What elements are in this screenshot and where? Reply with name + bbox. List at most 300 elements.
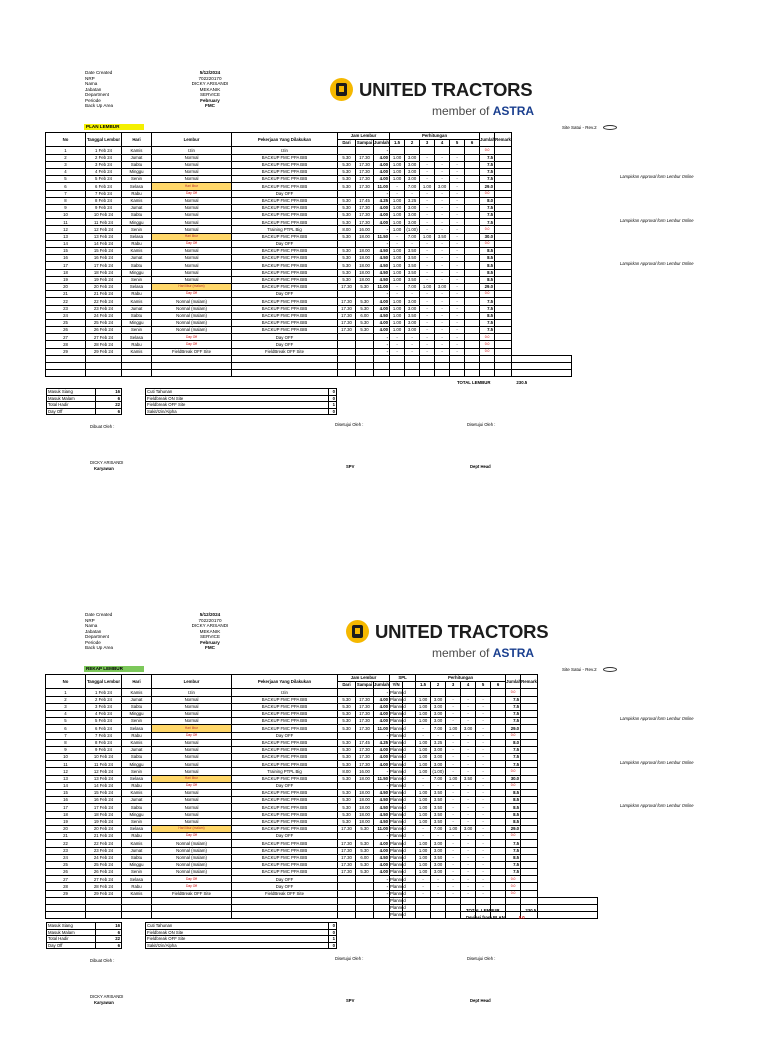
cell-tanggal: 3 Feb 24 <box>86 161 122 168</box>
deviation <box>466 915 525 920</box>
cell-total: 0.0 <box>506 833 521 840</box>
cell-perhitungan: - <box>450 255 465 262</box>
cell-hari: Selasa <box>122 233 152 240</box>
cell-lembur: Normal <box>152 710 232 717</box>
total-lembur <box>466 908 536 913</box>
cell-perhitungan: - <box>461 718 476 725</box>
cell-perhitungan: - <box>416 890 431 897</box>
cell-hari: Rabu <box>122 883 152 890</box>
cell-jumlah: 4.00 <box>374 703 390 710</box>
cell-dari: 17.30 <box>338 847 356 854</box>
cell-lembur: Normal <box>152 276 232 283</box>
table-row <box>46 341 572 348</box>
cell-remark-blank <box>495 327 512 334</box>
cell-perhitungan: 3.50 <box>405 276 420 283</box>
cell-jumlah: - <box>374 147 390 154</box>
cell-pekerjaan: BACKUP FMC PPA BIB <box>232 775 338 782</box>
cell-no: 24 <box>46 312 86 319</box>
cell-no: 20 <box>46 283 86 290</box>
cell-pekerjaan: BACKUP FMC PPA BIB <box>232 804 338 811</box>
cell-remark-blank <box>495 291 512 298</box>
cell-dari <box>338 291 356 298</box>
cell-perhitungan: - <box>446 739 461 746</box>
cell-perhitungan <box>465 154 480 161</box>
role-karyawan: Karyawan <box>94 1000 114 1005</box>
cell-lembur: Hari libur <box>152 183 232 190</box>
cell-perhitungan <box>491 883 506 890</box>
cell-perhitungan <box>465 248 480 255</box>
cell-lembur: Normal <box>152 154 232 161</box>
cell-no: 26 <box>46 327 86 334</box>
cell-perhitungan: 7.00 <box>405 183 420 190</box>
cell-sampai: 5.30 <box>356 861 374 868</box>
cell-perhitungan: 3.00 <box>435 283 450 290</box>
cell-jumlah: 4.50 <box>374 248 390 255</box>
cell-perhitungan: 3.50 <box>405 312 420 319</box>
cell-jumlah: - <box>374 876 390 883</box>
cell-tanggal: 10 Feb 24 <box>86 754 122 761</box>
cell-pekerjaan: BACKUP FMC PPA BIB <box>232 840 338 847</box>
cell-perhitungan: - <box>446 883 461 890</box>
cell-perhitungan <box>465 233 480 240</box>
cell-total: 7.5 <box>480 204 495 211</box>
cell-dari: 5.30 <box>338 161 356 168</box>
cell-dari: 5.30 <box>338 248 356 255</box>
cell-dari: 5.30 <box>338 233 356 240</box>
cell-perhitungan: - <box>461 847 476 854</box>
cell-perhitungan: - <box>435 327 450 334</box>
cell-jumlah: 4.50 <box>374 276 390 283</box>
deviation-label: Deviasi from PLAN <box>466 915 505 920</box>
cell-perhitungan: - <box>476 818 491 825</box>
sheet-rekap <box>0 612 768 1052</box>
cell-hari: Jumat <box>122 797 152 804</box>
cell-perhitungan: - <box>446 718 461 725</box>
cell-perhitungan: - <box>461 876 476 883</box>
cell-hari: Senin <box>122 176 152 183</box>
cell-remark-blank <box>521 861 538 868</box>
cell-lembur: Normal <box>152 197 232 204</box>
table-row <box>46 854 598 861</box>
col-perhitungan-5: 5 <box>476 682 491 689</box>
cell-perhitungan: (1.00) <box>432 768 444 774</box>
cell-jumlah: 4.00 <box>374 869 390 876</box>
cell-hari: Rabu <box>122 341 152 348</box>
cell-perhitungan: - <box>420 168 435 175</box>
cell-jumlah: 4.00 <box>374 718 390 725</box>
disetujui-oleh-head: Disetujui Oleh : <box>467 956 496 961</box>
cell-tanggal: 20 Feb 24 <box>86 825 122 832</box>
cell-dari <box>338 876 356 883</box>
cell-perhitungan: - <box>420 348 435 355</box>
cell-perhitungan: 1.00 <box>446 725 461 732</box>
cell-spl: Planned <box>390 790 406 796</box>
col-dari: Dari <box>338 682 356 689</box>
cell-tanggal: 3 Feb 24 <box>86 703 122 710</box>
cell-sampai: 17.30 <box>356 154 374 161</box>
cell-total: 0.0 <box>480 147 495 154</box>
cell-perhitungan: - <box>420 334 435 341</box>
member-of-astra <box>432 646 534 660</box>
cell-perhitungan: - <box>461 869 476 876</box>
cell-sampai <box>356 732 374 739</box>
cell-total: 0.0 <box>506 782 521 789</box>
table-row-empty <box>46 897 598 904</box>
ut-logo-icon <box>330 78 353 101</box>
cell-tanggal: 21 Feb 24 <box>86 833 122 840</box>
cell-total: 7.5 <box>480 298 495 305</box>
cell-perhitungan: - <box>435 154 450 161</box>
cell-perhitungan: 1.00 <box>416 811 431 818</box>
cell-total: 8.0 <box>506 739 521 746</box>
cell-tanggal: 20 Feb 24 <box>86 283 122 290</box>
cell-perhitungan: 3.00 <box>431 696 446 703</box>
cell-total: 0.0 <box>480 334 495 341</box>
cell-perhitungan: 3.50 <box>405 255 420 262</box>
table-row <box>46 797 598 804</box>
cell-total: 8.5 <box>480 276 495 283</box>
cell-pekerjaan: BACKUP FMC PPA BIB <box>232 248 338 255</box>
cell-sampai <box>356 240 374 247</box>
cell-lembur: Day Off <box>152 334 232 341</box>
cell-lembur: Hari libur (malam) <box>152 825 232 832</box>
cell-perhitungan: 3.50 <box>431 854 446 861</box>
cell-no: 6 <box>46 183 86 190</box>
cell-pekerjaan: BACKUP FMC PPA BIB <box>232 276 338 283</box>
cell-perhitungan: - <box>450 248 465 255</box>
cell-remark-blank <box>521 847 538 854</box>
table-row <box>46 696 598 703</box>
cell-no: 8 <box>46 197 86 204</box>
cell-remark-blank <box>521 883 538 890</box>
cell-total: 29.0 <box>480 183 495 190</box>
cell-perhitungan: 7.00 <box>431 725 446 732</box>
cell-no: 25 <box>46 319 86 326</box>
cell-perhitungan <box>390 147 405 154</box>
cell-perhitungan: - <box>446 746 461 753</box>
cell-remark-blank <box>495 212 512 219</box>
cell-perhitungan <box>465 262 480 269</box>
cell-total: 0.0 <box>480 348 495 355</box>
site-text: Site Satui - Rev.2 <box>562 125 597 130</box>
cell-total: 30.0 <box>506 775 521 782</box>
cell-lembur: Normal <box>152 696 232 703</box>
cell-pekerjaan: BACKUP FMC PPA BIB <box>232 825 338 832</box>
header-field-label: Jabatan <box>85 628 102 634</box>
cell-sampai <box>356 833 374 840</box>
cell-lembur: Normal <box>152 746 232 753</box>
cell-perhitungan: - <box>450 212 465 219</box>
cell-dari <box>338 240 356 247</box>
cell-perhitungan: - <box>431 732 446 739</box>
cell-perhitungan: - <box>435 305 450 312</box>
cell-sampai: 6.00 <box>356 854 374 861</box>
cell-no: 19 <box>46 276 86 283</box>
cell-perhitungan <box>446 689 461 696</box>
cell-hari: Sabtu <box>122 212 152 219</box>
table-row <box>46 689 598 696</box>
summary-row <box>47 923 122 930</box>
cell-perhitungan: - <box>461 746 476 753</box>
col-perhitungan: Perhitungan <box>390 133 480 140</box>
cell-lembur: Day Off <box>152 732 232 739</box>
cell-sampai: 18.00 <box>356 276 374 283</box>
cell-perhitungan <box>465 147 480 154</box>
cell-perhitungan: - <box>450 283 465 290</box>
summary-value: 6 <box>96 942 122 949</box>
cell-remark-blank <box>495 176 512 183</box>
cell-total: 0.0 <box>480 226 495 233</box>
header-field-label: Back Up Area <box>85 645 114 650</box>
cell-jumlah: 4.00 <box>374 176 390 183</box>
cell-perhitungan: 1.00 <box>416 804 431 811</box>
cell-remark-blank <box>495 334 512 341</box>
total-lembur-value: 230.5 <box>516 380 528 385</box>
cell-perhitungan <box>491 761 506 768</box>
summary-value: 6 <box>96 929 122 936</box>
cell-perhitungan: - <box>450 190 465 197</box>
cell-perhitungan <box>491 689 506 696</box>
cell-perhitungan: - <box>446 847 461 854</box>
col-sampai: Sampai <box>356 682 373 688</box>
cell-hari: Kamis <box>122 147 152 154</box>
table-row <box>46 847 598 854</box>
cell-dari: 5.30 <box>338 725 356 732</box>
cell-jumlah: - <box>374 291 390 298</box>
cell-perhitungan: - <box>461 840 476 847</box>
cell-sampai: 17.30 <box>356 176 374 183</box>
cell-dari: 5.30 <box>338 696 356 703</box>
cell-hari: Sabtu <box>122 854 152 861</box>
remark-text: Lampirkan Approval form Lembur Online <box>620 174 694 180</box>
cell-pekerjaan: BACKUP FMC PPA BIB <box>232 710 338 717</box>
col-perhitungan-3: 3 <box>420 140 435 147</box>
cell-spl: Planned <box>390 732 406 738</box>
header-field-label: NRP <box>85 75 95 81</box>
cell-sampai: 18.00 <box>356 818 374 825</box>
cell-perhitungan: - <box>476 696 491 703</box>
cell-jumlah: - <box>374 240 390 247</box>
col-tanggal: Tanggal Lembur <box>86 133 122 147</box>
cell-remark-blank <box>495 283 512 290</box>
cell-perhitungan: - <box>476 754 491 761</box>
summary-row <box>47 395 122 402</box>
table-row <box>46 204 572 211</box>
cell-jumlah: 4.25 <box>374 739 390 746</box>
cell-no: 7 <box>46 190 86 197</box>
table-row-empty <box>46 370 572 377</box>
cell-perhitungan <box>465 168 480 175</box>
total-lembur-label: TOTAL LEMBUR <box>457 380 491 385</box>
cell-jumlah: 4.00 <box>374 204 390 211</box>
cell-dari: 5.30 <box>338 797 356 804</box>
sheet-title: PLAN LEMBUR <box>84 124 144 130</box>
cell-perhitungan: - <box>476 732 491 739</box>
cell-tanggal: 16 Feb 24 <box>86 255 122 262</box>
header-fields <box>85 612 245 651</box>
cell-lembur: Normal (malam) <box>152 861 232 868</box>
cell-perhitungan: - <box>435 269 450 276</box>
cell-perhitungan: - <box>450 269 465 276</box>
cell-remark-blank <box>495 305 512 312</box>
header-field-value: SERVICE <box>199 634 221 639</box>
cell-perhitungan: 3.00 <box>405 176 420 183</box>
cell-dari: 5.30 <box>338 183 356 190</box>
cell-sampai <box>356 883 374 890</box>
table-row <box>46 240 572 247</box>
cell-total: 0.0 <box>480 190 495 197</box>
cell-remark-blank <box>495 319 512 326</box>
table-row <box>46 876 598 883</box>
cell-perhitungan <box>465 204 480 211</box>
cell-total: 0.0 <box>506 883 521 890</box>
cell-dari <box>338 147 356 154</box>
cell-total: 0.0 <box>506 689 521 696</box>
cell-sampai: 18.00 <box>356 269 374 276</box>
cell-perhitungan: - <box>461 883 476 890</box>
cell-sampai <box>356 782 374 789</box>
cell-perhitungan: - <box>461 833 476 840</box>
cell-tanggal: 29 Feb 24 <box>86 890 122 897</box>
cell-remark-blank <box>521 790 538 797</box>
cell-spl: Planned <box>390 876 406 882</box>
col-perhitungan-4: 4 <box>435 140 450 147</box>
table-row <box>46 291 572 298</box>
table-row <box>46 703 598 710</box>
cell-lembur: Normal <box>152 739 232 746</box>
cell-perhitungan: - <box>450 319 465 326</box>
summary-value: 0 <box>329 942 337 949</box>
cell-tanggal: 6 Feb 24 <box>86 183 122 190</box>
sheet-plan <box>0 70 768 510</box>
cell-perhitungan: - <box>476 804 491 811</box>
header-fields <box>85 70 245 109</box>
table-header-row <box>46 133 572 140</box>
header-field-label: Nama <box>85 623 98 628</box>
cell-perhitungan: - <box>450 327 465 334</box>
cell-hari: Minggu <box>122 761 152 768</box>
cell-dari: 5.30 <box>338 168 356 175</box>
cell-perhitungan: - <box>405 334 420 341</box>
cell-dari: 17.30 <box>338 298 356 305</box>
cell-perhitungan <box>491 818 506 825</box>
cell-spl: Planned <box>390 826 406 832</box>
summary-row <box>146 395 337 402</box>
cell-no: 20 <box>46 825 86 832</box>
cell-sampai <box>356 190 374 197</box>
summary-row <box>47 408 122 415</box>
cell-hari: Jumat <box>122 255 152 262</box>
cell-sampai: 17.30 <box>356 168 374 175</box>
table-header-row <box>46 675 598 682</box>
cell-sampai <box>356 291 374 298</box>
cell-lembur: Izin <box>152 689 232 696</box>
cell-total: 7.5 <box>506 754 521 761</box>
cell-lembur: Normal <box>152 804 232 811</box>
cell-no: 5 <box>46 718 86 725</box>
cell-tanggal: 26 Feb 24 <box>86 327 122 334</box>
cell-pekerjaan: BACKUP FMC PPA BIB <box>232 168 338 175</box>
cell-perhitungan: - <box>431 876 446 883</box>
cell-jumlah: 4.00 <box>374 154 390 161</box>
cell-perhitungan: 3.00 <box>405 168 420 175</box>
cell-sampai <box>356 334 374 341</box>
cell-spl: Planned <box>390 898 406 904</box>
cell-perhitungan: 3.50 <box>431 818 446 825</box>
cell-total: 8.5 <box>480 262 495 269</box>
cell-total: 8.5 <box>506 804 521 811</box>
cell-perhitungan: 1.00 <box>416 703 431 710</box>
cell-perhitungan: 1.00 <box>446 825 461 832</box>
cell-tanggal: 27 Feb 24 <box>86 876 122 883</box>
cell-spl: Planned <box>390 768 406 774</box>
cell-perhitungan: - <box>420 212 435 219</box>
cell-sampai: 16.00 <box>356 768 374 775</box>
cell-perhitungan: - <box>450 312 465 319</box>
cell-jumlah: - <box>374 334 390 341</box>
cell-jumlah: 4.00 <box>374 861 390 868</box>
remark-text: Lampirkan Approval form Lembur Online <box>620 261 694 267</box>
cell-perhitungan <box>465 240 480 247</box>
cell-perhitungan: 3.00 <box>431 761 446 768</box>
cell-no: 27 <box>46 334 86 341</box>
cell-tanggal: 27 Feb 24 <box>86 334 122 341</box>
cell-perhitungan: - <box>390 183 405 190</box>
cell-lembur: Normal <box>152 761 232 768</box>
cell-jumlah: 4.00 <box>374 746 390 753</box>
cell-sampai: 5.30 <box>356 283 374 290</box>
cell-perhitungan: - <box>420 276 435 283</box>
cell-perhitungan: 1.00 <box>416 840 431 847</box>
cell-lembur: Normal <box>152 818 232 825</box>
cell-jumlah: - <box>374 833 390 840</box>
cell-perhitungan: 3.50 <box>431 797 446 804</box>
cell-tanggal: 15 Feb 24 <box>86 790 122 797</box>
cell-pekerjaan: BACKUP FMC PPA BIB <box>232 197 338 204</box>
cell-perhitungan: 3.50 <box>435 233 450 240</box>
table-row <box>46 761 598 768</box>
cell-perhitungan <box>491 811 506 818</box>
cell-no: 16 <box>46 797 86 804</box>
cell-perhitungan: 3.00 <box>431 869 446 876</box>
cell-dari: 17.30 <box>338 312 356 319</box>
cell-perhitungan <box>465 183 480 190</box>
cell-perhitungan: - <box>405 341 420 348</box>
cell-remark-blank <box>521 811 538 818</box>
cell-perhitungan: - <box>420 319 435 326</box>
cell-perhitungan: - <box>416 883 431 890</box>
cell-perhitungan: - <box>461 710 476 717</box>
cell-dari: 8.00 <box>338 768 356 775</box>
site-label <box>562 125 617 130</box>
cell-perhitungan: - <box>420 176 435 183</box>
table-row-empty <box>46 355 572 362</box>
summary-left <box>46 922 122 949</box>
cell-dari: 5.30 <box>338 761 356 768</box>
overtime-table <box>45 132 572 377</box>
header-field-label: NRP <box>85 617 95 623</box>
cell-sampai: 17.30 <box>356 725 374 732</box>
cell-hari: Minggu <box>122 861 152 868</box>
cell-lembur: FieldBreak OFF Site <box>152 348 232 355</box>
cell-perhitungan: - <box>431 883 446 890</box>
summary-value: 0 <box>329 923 337 930</box>
cell-tanggal: 15 Feb 24 <box>86 248 122 255</box>
table-row <box>46 312 572 319</box>
cell-lembur: Normal (malam) <box>152 869 232 876</box>
cell-perhitungan: - <box>476 718 491 725</box>
cell-hari: Sabtu <box>122 161 152 168</box>
